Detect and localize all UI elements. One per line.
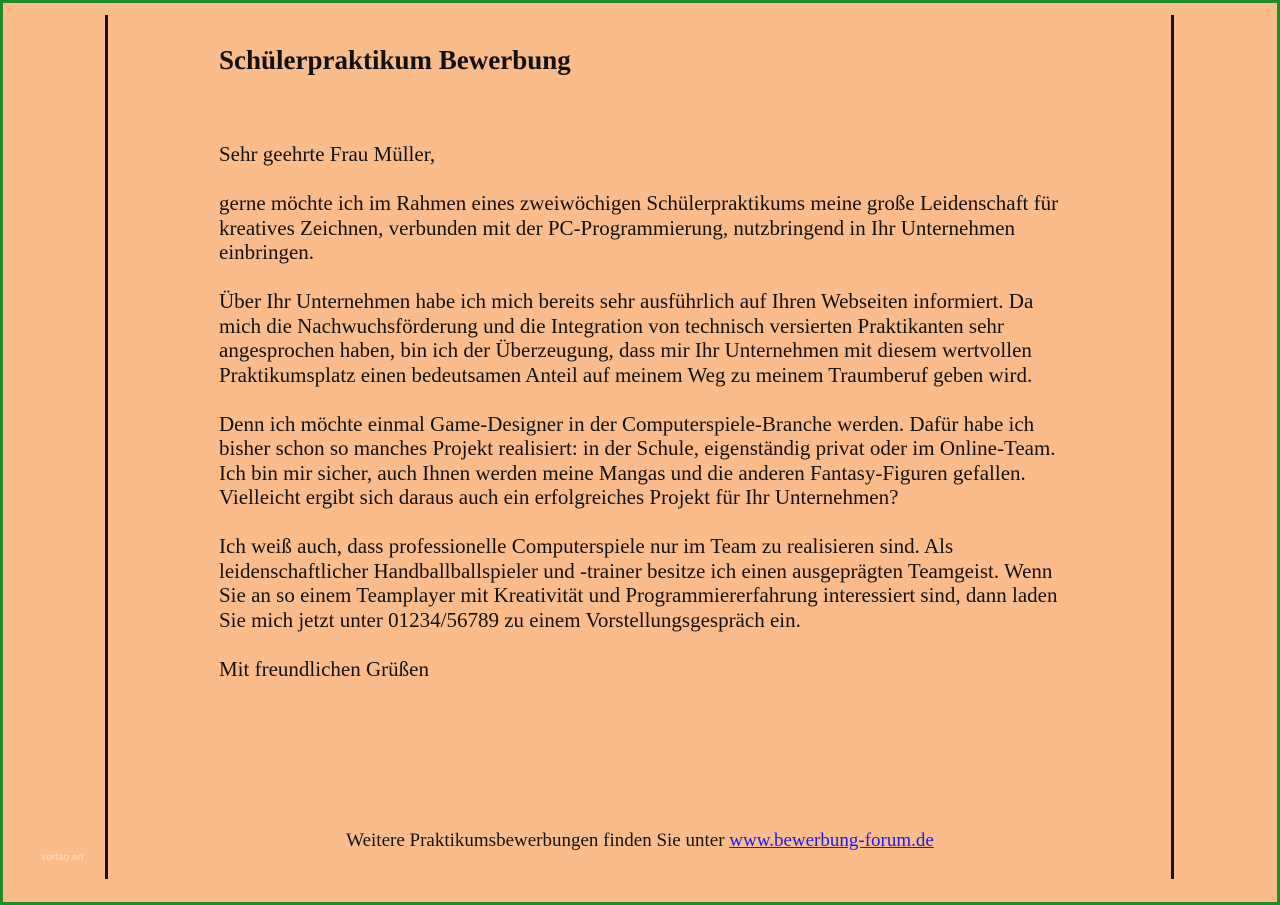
footer-link[interactable]: www.bewerbung-forum.de xyxy=(729,830,934,851)
right-vertical-rule xyxy=(1171,15,1174,879)
letter-salutation: Sehr geehrte Frau Müller, xyxy=(219,142,436,166)
letter-paragraph-3: Denn ich möchte einmal Game-Designer in der Computerspiele-Branche werden. Dafür habe ich bisher schon so manches Projekt realisiert: in der Schule, eigenständig privat oder im Online-Team. Ich bin mir sicher, auch Ihnen werden meine Mangas und die anderen Fantasy-Figuren gefallen. Vielleicht ergibt sich daraus auch ein erfolgreiches Projekt für Ihr Unternehmen? xyxy=(219,411,1056,509)
letter-paragraph-1: gerne möchte ich im Rahmen eines zweiwöchigen Schülerpraktikums meine große Leidenschaft für kreatives Zeichnen, verbunden mit der PC-Programmierung, nutzbringend in Ihr Unternehmen einbringen. xyxy=(219,191,1059,264)
letter-paragraph-2: Über Ihr Unternehmen habe ich mich bereits sehr ausführlich auf Ihren Webseiten informiert. Da mich die Nachwuchsförderung und die Integration von technisch versierten Praktikanten sehr angesprochen haben, bin ich der Überzeugung, dass mir Ihr Unternehmen mit diesem wertvollen Praktikumsplatz einen bedeutsamen Anteil auf meinem Weg zu meinem Traumberuf geben wird. xyxy=(219,289,1034,387)
letter-title: Schülerpraktikum Bewerbung xyxy=(219,45,571,75)
footer-text: Weitere Praktikumsbewerbungen finden Sie unter xyxy=(346,830,730,851)
left-vertical-rule xyxy=(105,15,108,879)
letter-body xyxy=(219,40,1079,681)
watermark-text: vorlag.en xyxy=(41,853,84,863)
letter-paragraph-4: Ich weiß auch, dass professionelle Computerspiele nur im Team zu realisieren sind. Als leidenschaftlicher Handballballspieler und -trainer besitze ich einen ausgeprägten Teamgeist. Wenn Sie an so einem Teamplayer mit Kreativität und Programmiererfahrung interessiert sind, dann laden Sie mich jetzt unter 01234/56789 zu einem Vorstellungsgespräch ein. xyxy=(219,534,1058,632)
footer-note xyxy=(0,829,1280,853)
letter-closing: Mit freundlichen Grüßen xyxy=(219,656,429,681)
